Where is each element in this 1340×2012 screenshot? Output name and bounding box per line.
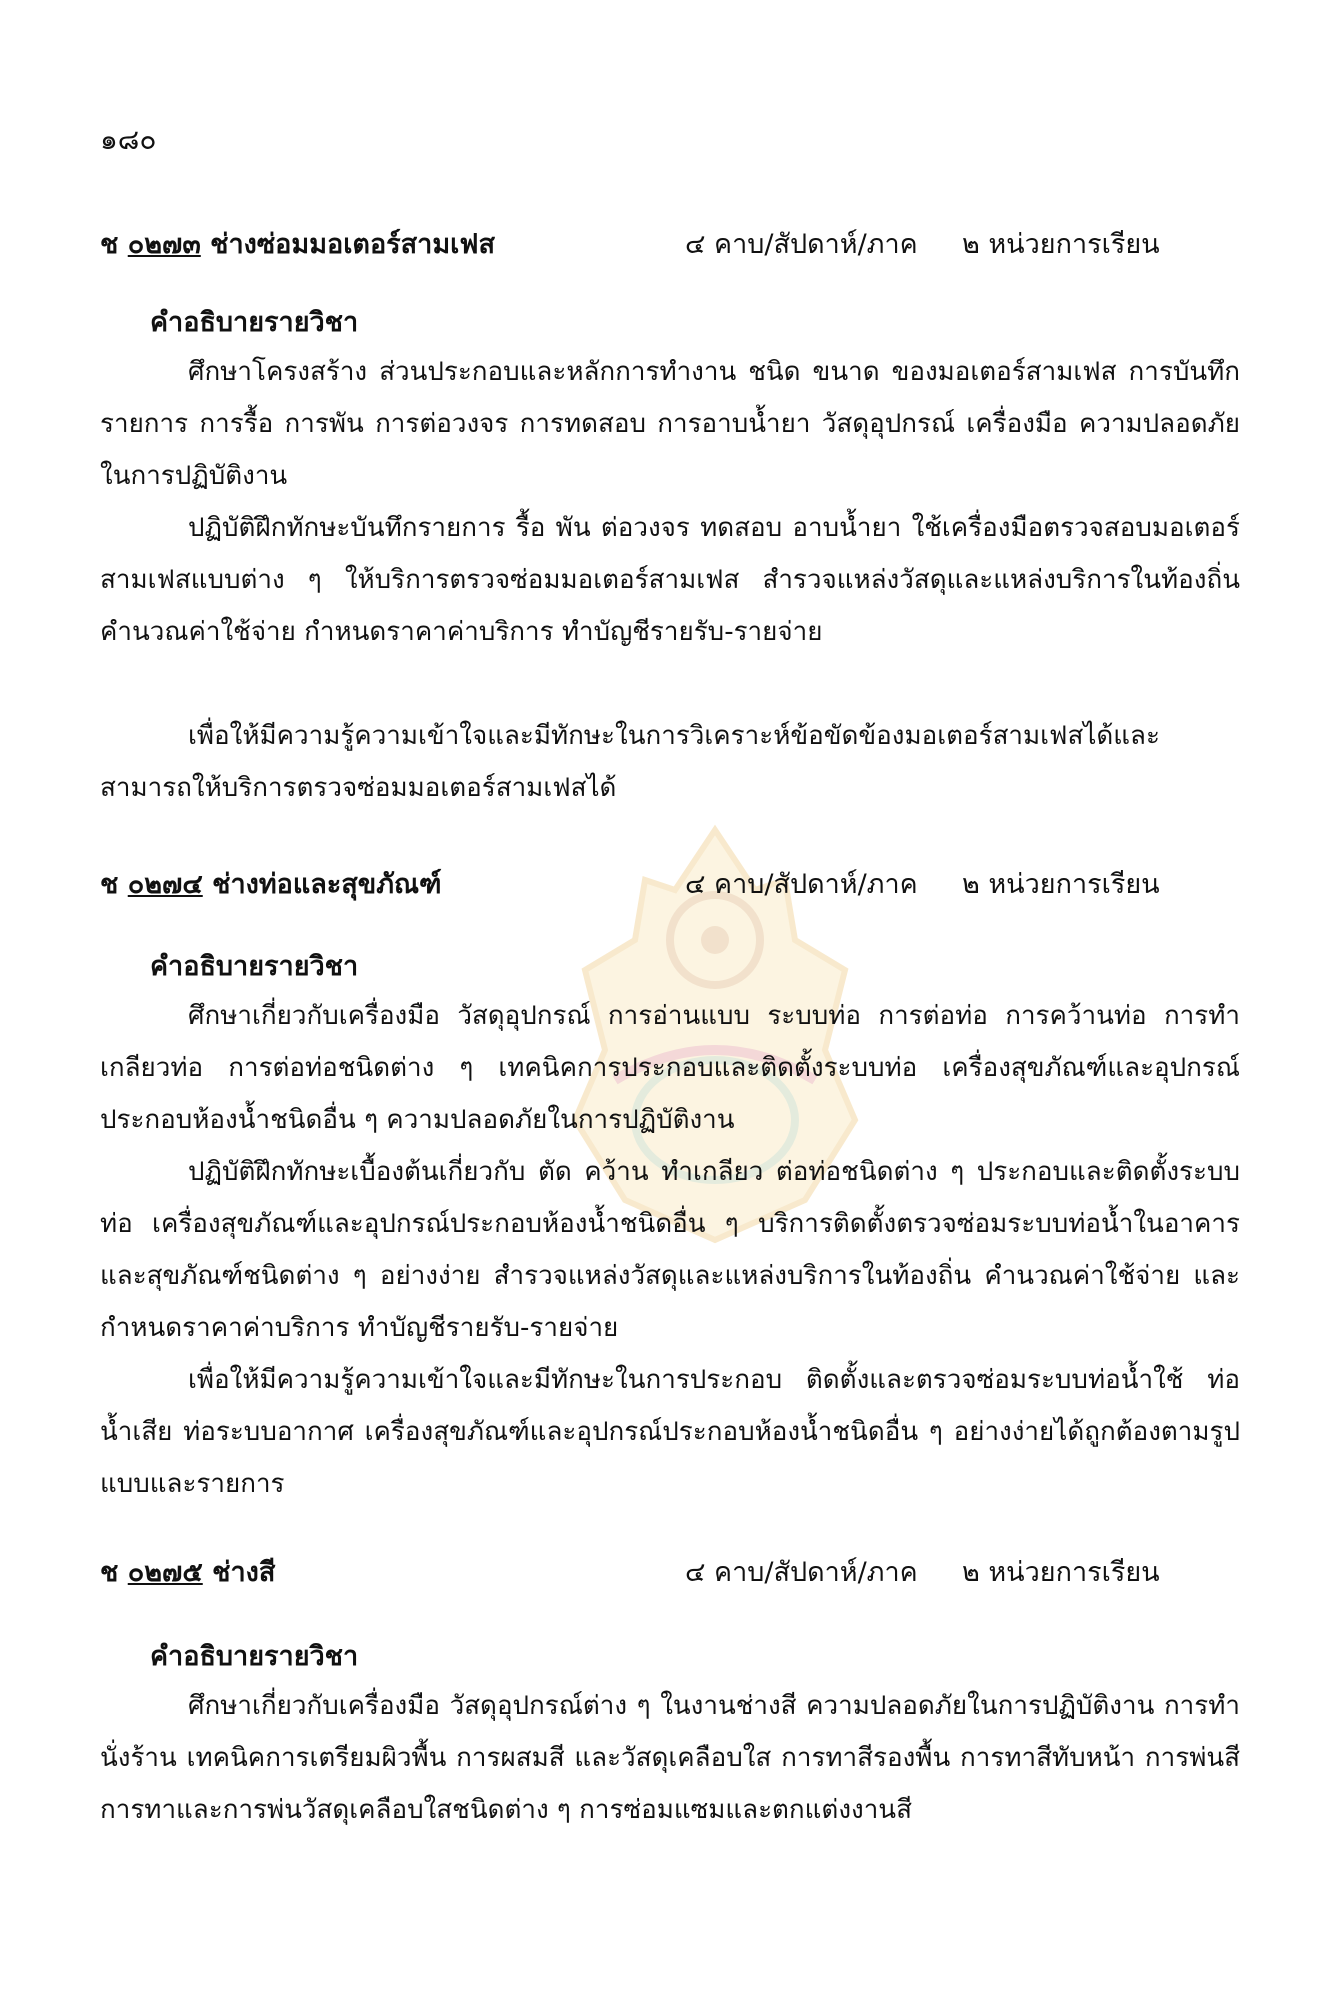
course-code-title: ช ๐๒๗๓ ช่างซ่อมมอเตอร์สามเฟส	[100, 229, 495, 260]
course-header	[100, 1550, 1240, 1594]
course-credits: ๒ หน่วยการเรียน	[962, 229, 1160, 260]
course-code-title: ช ๐๒๗๔ ช่างท่อและสุขภัณฑ์	[100, 869, 442, 900]
page-number: ๑๘๐	[100, 123, 157, 156]
description-paragraph: ปฏิบัติฝึกทักษะบันทึกรายการ รื้อ พัน ต่อวงจร ทดสอบ อาบน้ำยา ใช้เครื่องมือตรวจสอบมอเตอร์สามเฟสแบบต่าง ๆ ให้บริการตรวจซ่อมมอเตอร์สามเฟส สำรวจแหล่งวัสดุและแหล่งบริการในท้องถิ่น คำนวณค่าใช้จ่าย กำหนดราคาค่าบริการ ทำบัญชีรายรับ-รายจ่าย	[100, 513, 1240, 647]
description-paragraph: ศึกษาโครงสร้าง ส่วนประกอบและหลักการทำงาน ชนิด ขนาด ของมอเตอร์สามเฟส การบันทึกรายการ การรื้อ การพัน การต่อวงจร การทดสอบ การอาบน้ำยา วัสดุอุปกรณ์ เครื่องมือ ความปลอดภัยในการปฏิบัติงาน	[100, 357, 1240, 491]
description-paragraph: ศึกษาเกี่ยวกับเครื่องมือ วัสดุอุปกรณ์ การอ่านแบบ ระบบท่อ การต่อท่อ การคว้านท่อ การทำเกลียวท่อ การต่อท่อชนิดต่าง ๆ เทคนิคการประกอบและติดตั้งระบบท่อ เครื่องสุขภัณฑ์และอุปกรณ์ประกอบห้องน้ำชนิดอื่น ๆ ความปลอดภัยในการปฏิบัติงาน	[100, 1001, 1240, 1135]
course-credits: ๒ หน่วยการเรียน	[962, 1557, 1160, 1588]
course-credits: ๒ หน่วยการเรียน	[962, 869, 1160, 900]
course-hours: ๔ คาบ/สัปดาห์/ภาค	[685, 1557, 918, 1588]
course-header	[100, 222, 1240, 266]
course-header	[100, 862, 1240, 906]
course-hours: ๔ คาบ/สัปดาห์/ภาค	[685, 869, 918, 900]
description-heading: คำอธิบายรายวิชา	[150, 307, 359, 338]
description-paragraph: ศึกษาเกี่ยวกับเครื่องมือ วัสดุอุปกรณ์ต่าง ๆ ในงานช่างสี ความปลอดภัยในการปฏิบัติงาน การทำนั่งร้าน เทคนิคการเตรียมผิวพื้น การผสมสี และวัสดุเคลือบใส การทาสีรองพื้น การทาสีทับหน้า การพ่นสี การทาและการพ่นวัสดุเคลือบใสชนิดต่าง ๆ การซ่อมแซมและตกแต่งงานสี	[100, 1691, 1240, 1825]
course-hours: ๔ คาบ/สัปดาห์/ภาค	[685, 229, 918, 260]
description-heading: คำอธิบายรายวิชา	[150, 1641, 359, 1672]
description-paragraph: ปฏิบัติฝึกทักษะเบื้องต้นเกี่ยวกับ ตัด คว้าน ทำเกลียว ต่อท่อชนิดต่าง ๆ ประกอบและติดตั้งระบบท่อ เครื่องสุขภัณฑ์และอุปกรณ์ประกอบห้องน้ำชนิดอื่น ๆ บริการติดตั้งตรวจซ่อมระบบท่อน้ำในอาคารและสุขภัณฑ์ชนิดต่าง ๆ อย่างง่าย สำรวจแหล่งวัสดุและแหล่งบริการในท้องถิ่น คำนวณค่าใช้จ่าย และกำหนดราคาค่าบริการ ทำบัญชีรายรับ-รายจ่าย	[100, 1157, 1240, 1343]
description-paragraph: เพื่อให้มีความรู้ความเข้าใจและมีทักษะในการประกอบ ติดตั้งและตรวจซ่อมระบบท่อน้ำใช้ ท่อน้ำเสีย ท่อระบบอากาศ เครื่องสุขภัณฑ์และอุปกรณ์ประกอบห้องน้ำชนิดอื่น ๆ อย่างง่ายได้ถูกต้องตามรูปแบบและรายการ	[100, 1365, 1240, 1499]
description-heading: คำอธิบายรายวิชา	[150, 951, 359, 982]
course-code-title: ช ๐๒๗๕ ช่างสี	[100, 1557, 276, 1588]
description-paragraph: เพื่อให้มีความรู้ความเข้าใจและมีทักษะในการวิเคราะห์ข้อขัดข้องมอเตอร์สามเฟสได้และสามารถให้บริการตรวจซ่อมมอเตอร์สามเฟสได้	[100, 721, 1160, 803]
